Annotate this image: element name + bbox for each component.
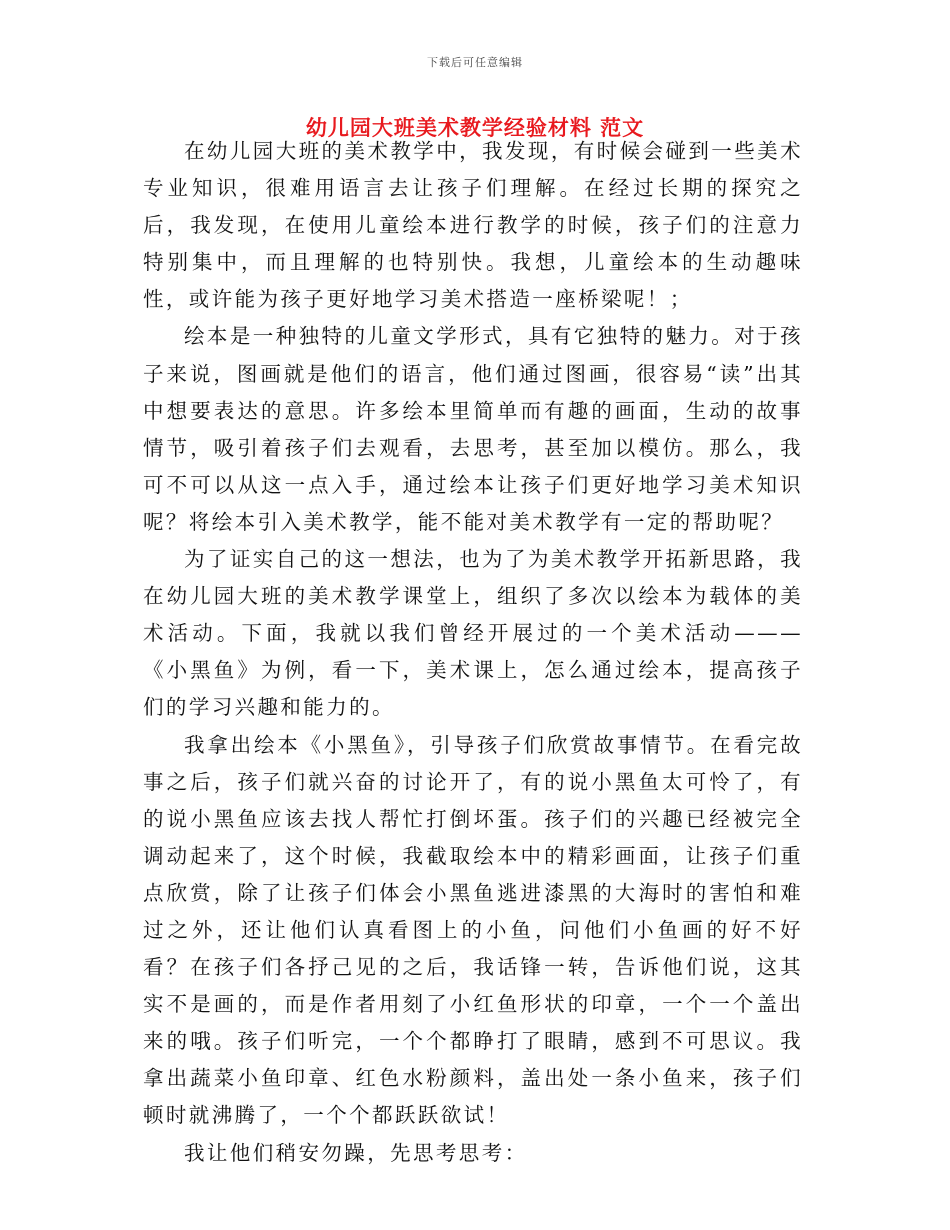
paragraph: 绘本是一种独特的儿童文学形式，具有它独特的魅力。对于孩子来说，图画就是他们的语言，他们通过图画，很容易“读”出其中想要表达的意思。许多绘本里简单而有趣的画面，生动的故事情节，吸引着孩子们去观看，去思考，甚至加以模仿。那么，我可不可以从这一点入手，通过绘本让孩子们更好地学习美术知识呢？将绘本引入美术教学，能不能对美术教学有一定的帮助呢？ bbox=[143, 324, 803, 534]
document-title: 幼儿园大班美术教学经验材料 范文 bbox=[305, 115, 645, 140]
paragraph: 在幼儿园大班的美术教学中，我发现，有时候会碰到一些美术专业知识，很难用语言去让孩子们理解。在经过长期的探究之后，我发现，在使用儿童绘本进行教学的时候，孩子们的注意力特别集中，而且理解的也特别快。我想，儿童绘本的生动趣味性，或许能为孩子更好地学习美术搭造一座桥梁呢！； bbox=[143, 139, 803, 312]
document-body bbox=[143, 133, 803, 1172]
paragraph: 我让他们稍安勿躁，先思考思考： bbox=[184, 1140, 528, 1165]
header-note: 下载后可任意编辑 bbox=[427, 56, 523, 69]
paragraph: 为了证实自己的这一想法，也为了为美术教学开拓新思路，我在幼儿园大班的美术教学课堂上，组织了多次以绘本为载体的美术活动。下面，我就以我们曾经开展过的一个美术活动———《小黑鱼》为例，看一下，美术课上，怎么通过绘本，提高孩子们的学习兴趣和能力的。 bbox=[143, 547, 803, 720]
paragraph: 我拿出绘本《小黑鱼》，引导孩子们欣赏故事情节。在看完故事之后，孩子们就兴奋的讨论开了，有的说小黑鱼太可怜了，有的说小黑鱼应该去找人帮忙打倒坏蛋。孩子们的兴趣已经被完全调动起来了，这个时候，我截取绘本中的精彩画面，让孩子们重点欣赏，除了让孩子们体会小黑鱼逃进漆黑的大海时的害怕和难过之外，还让他们认真看图上的小鱼，问他们小鱼画的好不好看？在孩子们各抒己见的之后，我话锋一转，告诉他们说，这其实不是画的，而是作者用刻了小红鱼形状的印章，一个一个盖出来的哦。孩子们听完，一个个都睁打了眼睛，感到不可思议。我拿出蔬菜小鱼印章、红色水粉颜料，盖出处一条小鱼来，孩子们顿时就沸腾了，一个个都跃跃欲试！ bbox=[143, 732, 803, 1128]
